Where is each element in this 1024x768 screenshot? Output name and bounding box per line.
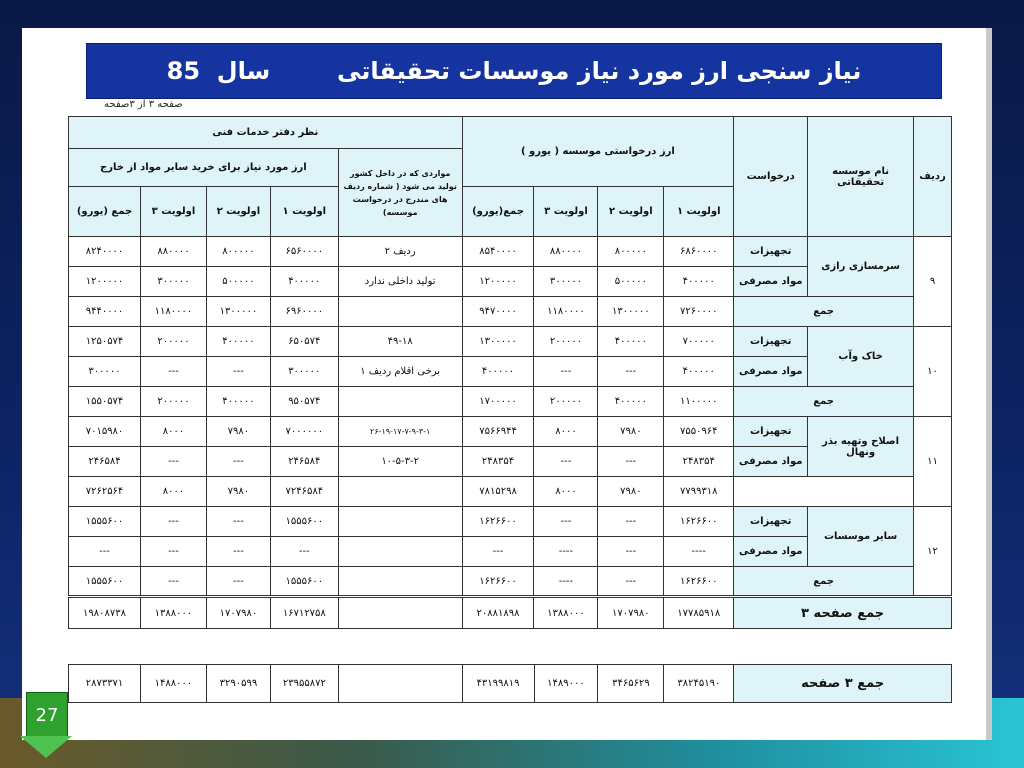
cell-n3: ۱۱۸۰۰۰۰ bbox=[141, 297, 207, 327]
cell-domestic: ۴۹-۱۸ bbox=[338, 327, 462, 357]
cell-n1: ۶۵۶۰۰۰۰ bbox=[270, 237, 338, 267]
cell-p1: ۷۷۹۹۳۱۸ bbox=[664, 477, 734, 507]
request-type: مواد مصرفی bbox=[734, 447, 808, 477]
cell-p1: ۷۵۵۰۹۶۴ bbox=[664, 417, 734, 447]
cell-p2: ۸۰۰۰۰۰ bbox=[598, 237, 664, 267]
sum-label: جمع bbox=[734, 387, 914, 417]
header-institute-name: نام موسسه تحقیقاتی bbox=[808, 117, 914, 237]
cell-p2: ۱۳۰۰۰۰۰ bbox=[598, 297, 664, 327]
cell-n1: --- bbox=[270, 537, 338, 567]
three-pages-total-row bbox=[69, 665, 952, 703]
institute-name: اصلاح وتهیه بذر ونهال bbox=[808, 417, 914, 477]
row-number: ۱۰ bbox=[914, 327, 952, 417]
cell-n3: ۳۰۰۰۰۰ bbox=[141, 267, 207, 297]
cell-ntotal: ۱۲۰۰۰۰۰ bbox=[69, 267, 141, 297]
cell-ntotal: ۹۴۴۰۰۰۰ bbox=[69, 297, 141, 327]
cell-p3: ۲۰۰۰۰۰ bbox=[534, 387, 598, 417]
row-number: ۹ bbox=[914, 237, 952, 327]
cell-domestic bbox=[338, 665, 462, 703]
cell-domestic: ردیف ۲ bbox=[338, 237, 462, 267]
cell-n2: --- bbox=[206, 357, 270, 387]
header-request: درخواست bbox=[734, 117, 808, 237]
cell-p1: ۷۲۶۰۰۰۰ bbox=[664, 297, 734, 327]
sum-label: جمع bbox=[734, 567, 914, 597]
cell-ntotal: ۱۵۵۰۵۷۴ bbox=[69, 387, 141, 417]
cell-n3: ۲۰۰۰۰۰ bbox=[141, 327, 207, 357]
three-pages-total-label: جمع ۳ صفحه bbox=[734, 665, 952, 703]
cell-p1: ۱۶۲۶۶۰۰ bbox=[664, 507, 734, 537]
cell-n1: ۴۰۰۰۰۰ bbox=[270, 267, 338, 297]
table-row bbox=[69, 237, 952, 267]
cell-n2: ۱۳۰۰۰۰۰ bbox=[206, 297, 270, 327]
cell-n1: ۱۶۷۱۲۷۵۸ bbox=[270, 597, 338, 629]
cell-n3: ۸۰۰۰ bbox=[141, 477, 207, 507]
header-row-no: ردیف bbox=[914, 117, 952, 237]
cell-n1: ۷۲۴۶۵۸۴ bbox=[270, 477, 338, 507]
cell-n1: ۲۳۹۵۵۸۷۲ bbox=[270, 665, 338, 703]
cell-ntotal: ۱۹۸۰۸۷۳۸ bbox=[69, 597, 141, 629]
header-priority1: اولویت ۱ bbox=[664, 187, 734, 237]
cell-n2: ۴۰۰۰۰۰ bbox=[206, 387, 270, 417]
header-technical-office: نظر دفتر خدمات فنی bbox=[69, 117, 463, 149]
cell-n3: ۸۸۰۰۰۰ bbox=[141, 237, 207, 267]
cell-domestic bbox=[338, 477, 462, 507]
table-row bbox=[69, 327, 952, 357]
cell-n3: ۱۳۸۸۰۰۰ bbox=[141, 597, 207, 629]
request-type: تجهیزات bbox=[734, 417, 808, 447]
cell-p3: --- bbox=[534, 507, 598, 537]
cell-p2: ۳۴۶۵۶۲۹ bbox=[598, 665, 664, 703]
cell-n2: --- bbox=[206, 537, 270, 567]
cell-n3: --- bbox=[141, 507, 207, 537]
header-priority3: اولویت ۳ bbox=[141, 187, 207, 237]
currency-needs-table bbox=[68, 116, 952, 629]
cell-p1: ۶۸۶۰۰۰۰ bbox=[664, 237, 734, 267]
cell-n3: --- bbox=[141, 447, 207, 477]
page-note: صفحه ۳ از ۳صفحه bbox=[104, 99, 183, 110]
title-main: نیاز سنجی ارز مورد نیاز موسسات تحقیقاتی bbox=[337, 57, 862, 85]
cell-p2: --- bbox=[598, 357, 664, 387]
header-needed-foreign: ارز مورد نیاز برای خرید سایر مواد از خارج bbox=[69, 149, 339, 187]
sum-label: جمع bbox=[734, 297, 914, 327]
cell-total: ۴۳۱۹۹۸۱۹ bbox=[462, 665, 534, 703]
cell-ntotal: ۷۲۶۲۵۶۴ bbox=[69, 477, 141, 507]
cell-p3: ۱۳۸۸۰۰۰ bbox=[534, 597, 598, 629]
header-priority2: اولویت ۲ bbox=[598, 187, 664, 237]
cell-p1: ۱۷۷۸۵۹۱۸ bbox=[664, 597, 734, 629]
cell-n1: ۷۰۰۰۰۰۰ bbox=[270, 417, 338, 447]
slide-number-badge bbox=[26, 692, 66, 748]
slide-title bbox=[86, 43, 942, 99]
cell-p2: --- bbox=[598, 537, 664, 567]
down-arrow-icon bbox=[20, 736, 72, 758]
cell-n2: ۸۰۰۰۰۰ bbox=[206, 237, 270, 267]
cell-total: ۲۴۸۳۵۴ bbox=[462, 447, 534, 477]
table-row bbox=[69, 477, 952, 507]
cell-total: ۸۵۴۰۰۰۰ bbox=[462, 237, 534, 267]
cell-n2: ۳۲۹۰۵۹۹ bbox=[206, 665, 270, 703]
row-number: ۱۲ bbox=[914, 507, 952, 597]
cell-n1: ۱۵۵۵۶۰۰ bbox=[270, 507, 338, 537]
cell-p3: ۲۰۰۰۰۰ bbox=[534, 327, 598, 357]
cell-p2: ۷۹۸۰ bbox=[598, 417, 664, 447]
cell-total: ۱۲۰۰۰۰۰ bbox=[462, 267, 534, 297]
table-row bbox=[69, 417, 952, 447]
cell-p2: ۷۹۸۰ bbox=[598, 477, 664, 507]
page-total-row bbox=[69, 597, 952, 629]
cell-n3: --- bbox=[141, 567, 207, 597]
cell-p3: ۱۴۸۹۰۰۰ bbox=[534, 665, 598, 703]
cell-total: ۱۶۲۶۶۰۰ bbox=[462, 567, 534, 597]
cell-n2: ۷۹۸۰ bbox=[206, 477, 270, 507]
request-type: تجهیزات bbox=[734, 507, 808, 537]
cell-n1: ۳۰۰۰۰۰ bbox=[270, 357, 338, 387]
cell-total: ۲۰۸۸۱۸۹۸ bbox=[462, 597, 534, 629]
cell-n2: ۵۰۰۰۰۰ bbox=[206, 267, 270, 297]
cell-total: ۴۰۰۰۰۰ bbox=[462, 357, 534, 387]
cell-domestic bbox=[338, 387, 462, 417]
cell-p3: ۱۱۸۰۰۰۰ bbox=[534, 297, 598, 327]
cell-n1: ۶۹۶۰۰۰۰ bbox=[270, 297, 338, 327]
header-priority1: اولویت ۱ bbox=[270, 187, 338, 237]
request-type: مواد مصرفی bbox=[734, 267, 808, 297]
sum-label bbox=[734, 477, 914, 507]
cell-total: ۱۷۰۰۰۰۰ bbox=[462, 387, 534, 417]
cell-p2: ۵۰۰۰۰۰ bbox=[598, 267, 664, 297]
cell-p3: ---- bbox=[534, 537, 598, 567]
cell-total: ۷۵۶۶۹۴۴ bbox=[462, 417, 534, 447]
cell-ntotal: ۳۰۰۰۰۰ bbox=[69, 357, 141, 387]
cell-ntotal: ۱۵۵۵۶۰۰ bbox=[69, 567, 141, 597]
three-pages-total-table bbox=[68, 664, 952, 703]
request-type: مواد مصرفی bbox=[734, 537, 808, 567]
cell-p1: ۴۰۰۰۰۰ bbox=[664, 357, 734, 387]
cell-p2: ۴۰۰۰۰۰ bbox=[598, 387, 664, 417]
row-number: ۱۱ bbox=[914, 417, 952, 507]
cell-p1: ۳۸۲۴۵۱۹۰ bbox=[664, 665, 734, 703]
cell-domestic bbox=[338, 597, 462, 629]
cell-n2: --- bbox=[206, 507, 270, 537]
cell-p1: ۷۰۰۰۰۰ bbox=[664, 327, 734, 357]
cell-n2: --- bbox=[206, 567, 270, 597]
table-row bbox=[69, 297, 952, 327]
cell-ntotal: ۲۸۷۳۳۷۱ bbox=[69, 665, 141, 703]
cell-n3: --- bbox=[141, 537, 207, 567]
cell-n3: --- bbox=[141, 357, 207, 387]
cell-p2: ۱۷۰۷۹۸۰ bbox=[598, 597, 664, 629]
cell-p2: ۴۰۰۰۰۰ bbox=[598, 327, 664, 357]
cell-total: ۷۸۱۵۲۹۸ bbox=[462, 477, 534, 507]
cell-ntotal: ۲۴۶۵۸۴ bbox=[69, 447, 141, 477]
slide-number: 27 bbox=[26, 692, 68, 738]
title-year: 85 bbox=[166, 57, 201, 85]
cell-n2: ۱۷۰۷۹۸۰ bbox=[206, 597, 270, 629]
cell-ntotal: --- bbox=[69, 537, 141, 567]
table-row bbox=[69, 507, 952, 537]
request-type: تجهیزات bbox=[734, 327, 808, 357]
cell-n1: ۹۵۰۵۷۴ bbox=[270, 387, 338, 417]
cell-n2: --- bbox=[206, 447, 270, 477]
cell-n3: ۱۴۸۸۰۰۰ bbox=[141, 665, 207, 703]
cell-p1: ۱۱۰۰۰۰۰ bbox=[664, 387, 734, 417]
cell-domestic bbox=[338, 567, 462, 597]
cell-domestic bbox=[338, 297, 462, 327]
cell-p3: ۳۰۰۰۰۰ bbox=[534, 267, 598, 297]
header-requested-currency: ارز درخواستی موسسه ( یورو ) bbox=[462, 117, 734, 187]
institute-name: خاک وآب bbox=[808, 327, 914, 387]
cell-p2: --- bbox=[598, 567, 664, 597]
request-type: تجهیزات bbox=[734, 237, 808, 267]
header-priority2: اولویت ۲ bbox=[206, 187, 270, 237]
cell-n2: ۷۹۸۰ bbox=[206, 417, 270, 447]
institute-name: سایر موسسات bbox=[808, 507, 914, 567]
page-total-label: جمع صفحه ۳ bbox=[734, 597, 952, 629]
cell-p3: ۸۰۰۰ bbox=[534, 477, 598, 507]
header-total-euro: جمع (یورو) bbox=[69, 187, 141, 237]
cell-total: ۱۳۰۰۰۰۰ bbox=[462, 327, 534, 357]
cell-n3: ۸۰۰۰ bbox=[141, 417, 207, 447]
header-total-euro: جمع(یورو) bbox=[462, 187, 534, 237]
cell-p3: --- bbox=[534, 447, 598, 477]
cell-ntotal: ۷۰۱۵۹۸۰ bbox=[69, 417, 141, 447]
cell-ntotal: ۱۵۵۵۶۰۰ bbox=[69, 507, 141, 537]
cell-p1: ۲۴۸۳۵۴ bbox=[664, 447, 734, 477]
cell-p3: ۸۸۰۰۰۰ bbox=[534, 237, 598, 267]
cell-domestic: برخی اقلام ردیف ۱ bbox=[338, 357, 462, 387]
cell-p3: --- bbox=[534, 357, 598, 387]
cell-ntotal: ۸۲۴۰۰۰۰ bbox=[69, 237, 141, 267]
cell-domestic: ۲۶-۱۹-۱۷-۷-۹-۳-۱ bbox=[338, 417, 462, 447]
cell-total: ۹۴۷۰۰۰۰ bbox=[462, 297, 534, 327]
cell-domestic bbox=[338, 537, 462, 567]
cell-p2: --- bbox=[598, 447, 664, 477]
cell-p3: ۸۰۰۰ bbox=[534, 417, 598, 447]
cell-domestic bbox=[338, 507, 462, 537]
cell-n3: ۲۰۰۰۰۰ bbox=[141, 387, 207, 417]
cell-n2: ۴۰۰۰۰۰ bbox=[206, 327, 270, 357]
table-row bbox=[69, 387, 952, 417]
table-row bbox=[69, 567, 952, 597]
cell-p1: ۱۶۲۶۶۰۰ bbox=[664, 567, 734, 597]
cell-n1: ۱۵۵۵۶۰۰ bbox=[270, 567, 338, 597]
cell-ntotal: ۱۲۵۰۵۷۴ bbox=[69, 327, 141, 357]
header-domestic: مواردی که در داخل کشور تولید می شود ( شماره ردیف های مندرج در درخواست موسسه) bbox=[338, 149, 462, 237]
cell-p1: ۴۰۰۰۰۰ bbox=[664, 267, 734, 297]
cell-total: --- bbox=[462, 537, 534, 567]
cell-total: ۱۶۲۶۶۰۰ bbox=[462, 507, 534, 537]
request-type: مواد مصرفی bbox=[734, 357, 808, 387]
cell-domestic: تولید داخلی ندارد bbox=[338, 267, 462, 297]
title-year-label: سال bbox=[216, 57, 271, 85]
institute-name: سرمسازی رازی bbox=[808, 237, 914, 297]
cell-p1: ---- bbox=[664, 537, 734, 567]
cell-n1: ۲۴۶۵۸۴ bbox=[270, 447, 338, 477]
header-priority3: اولویت ۳ bbox=[534, 187, 598, 237]
cell-domestic: ۱۰-۵-۳-۲ bbox=[338, 447, 462, 477]
cell-p2: --- bbox=[598, 507, 664, 537]
cell-n1: ۶۵۰۵۷۴ bbox=[270, 327, 338, 357]
cell-p3: ---- bbox=[534, 567, 598, 597]
